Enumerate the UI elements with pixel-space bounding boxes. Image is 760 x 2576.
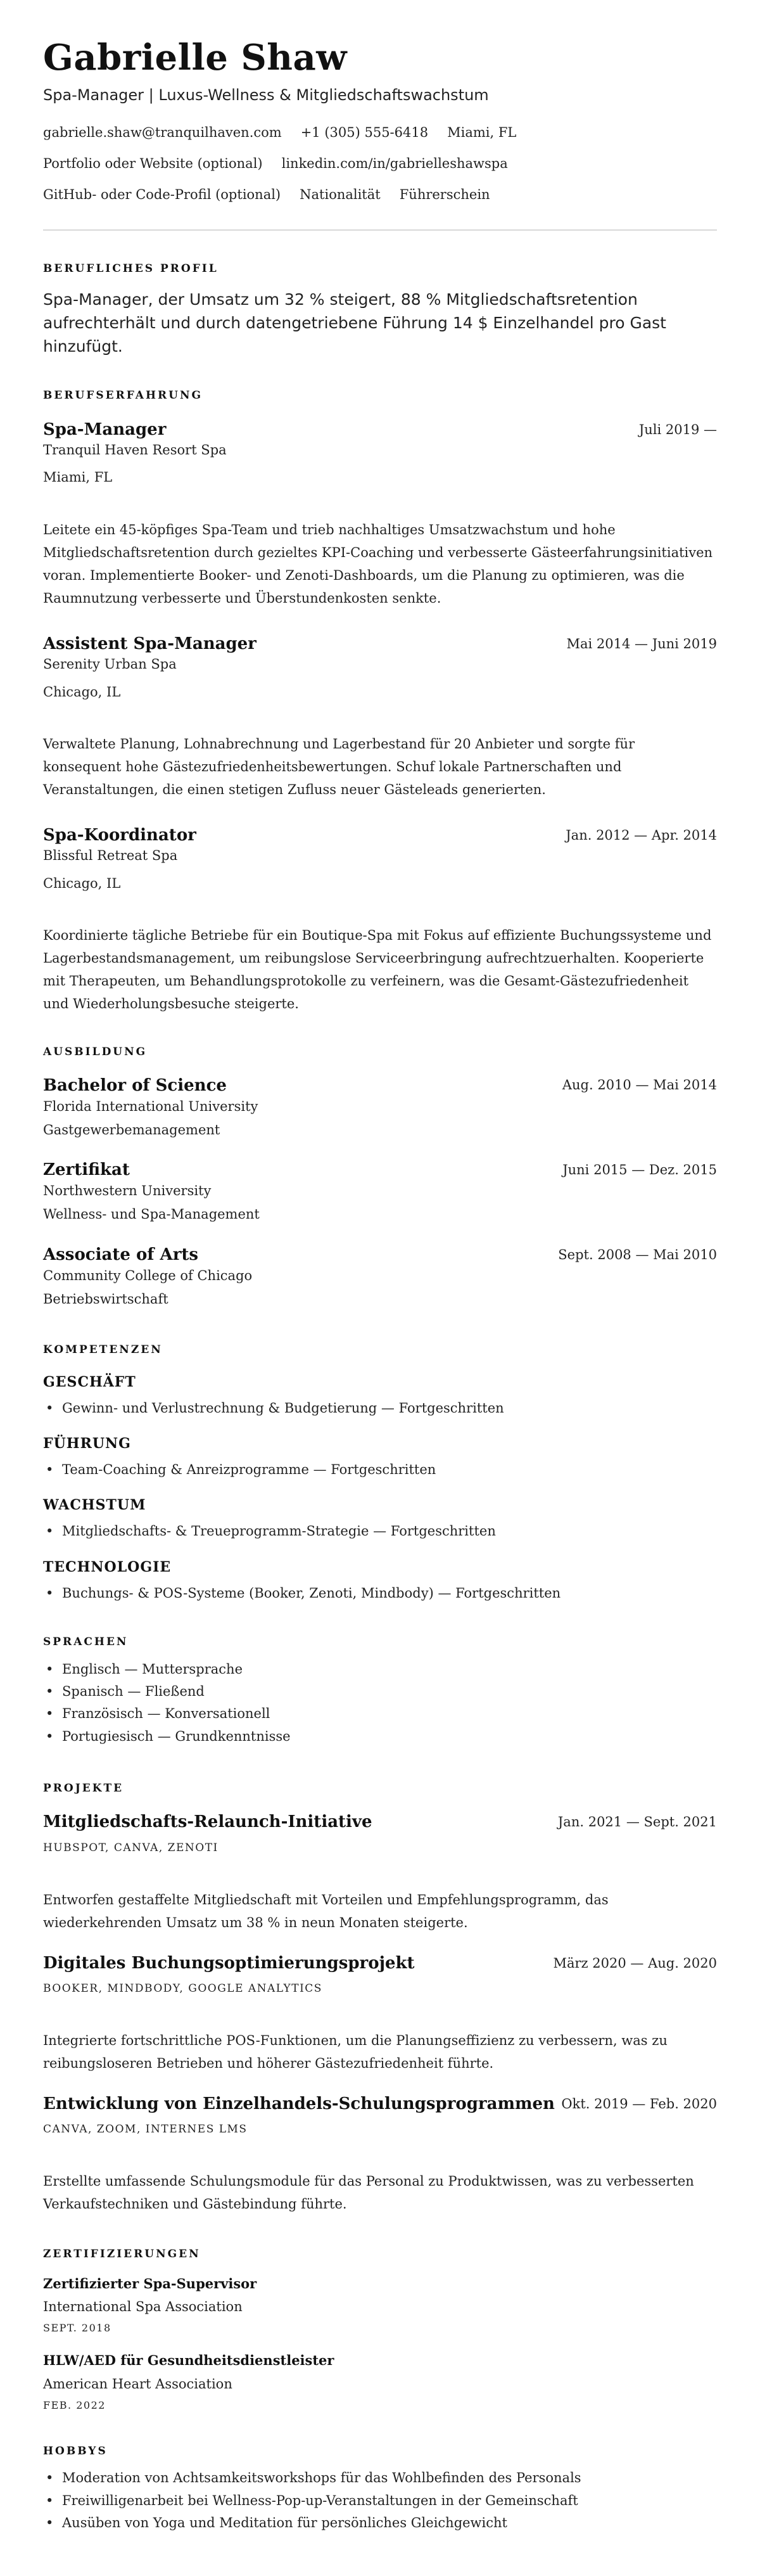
education-date: Aug. 2010 — Mai 2014 (562, 1077, 717, 1093)
contact-license: Führerschein (399, 187, 490, 202)
contact-row-1 (43, 125, 516, 140)
section-title-skills: KOMPETENZEN (43, 1343, 163, 1356)
certification-date: SEPT. 2018 (43, 2322, 111, 2334)
certification-name: HLW/AED für Gesundheitsdienstleister (43, 2352, 334, 2368)
experience-date: Jan. 2012 — Apr. 2014 (566, 828, 717, 843)
experience-role: Spa-Koordinator (43, 826, 196, 845)
experience-company: Serenity Urban Spa (43, 657, 177, 672)
contact-portfolio[interactable]: Portfolio oder Website (optional) (43, 156, 263, 171)
hobby-item: • Ausüben von Yoga und Meditation für persönliches Gleichgewicht (43, 2515, 507, 2530)
education-degree: Bachelor of Science (43, 1076, 227, 1095)
skill-item: • Gewinn- und Verlustrechnung & Budgetierung — Fortgeschritten (43, 1400, 504, 1416)
experience-role: Assistent Spa-Manager (43, 634, 256, 653)
skill-item: • Team-Coaching & Anreizprogramme — Fortgeschritten (43, 1462, 436, 1477)
section-title-education: AUSBILDUNG (43, 1046, 148, 1058)
education-date: Juni 2015 — Dez. 2015 (562, 1162, 717, 1177)
experience-location: Chicago, IL (43, 876, 121, 891)
education-school: Florida International University (43, 1099, 258, 1114)
education-field: Gastgewerbemanagement (43, 1122, 220, 1137)
education-school: Northwestern University (43, 1183, 212, 1198)
skill-group-title: TECHNOLOGIE (43, 1559, 172, 1575)
experience-description: Leitete ein 45-köpfiges Spa-Team und trieb nachhaltiges Umsatzwachstum und hohe Mitgliedschaftsretention durch gezieltes KPI-Coaching und verbesserte Gästeerfahrungsinitiativen voran. Implementierte Booker- und Zenoti-Dashboards, um die Planung zu optimieren, was die Raumnutzung verbesserte und Überstundenkosten senkte. (43, 522, 713, 606)
project-date: Okt. 2019 — Feb. 2020 (561, 2096, 717, 2111)
project-tools: HUBSPOT, CANVA, ZENOTI (43, 1842, 218, 1854)
skill-item: • Buchungs- & POS-Systeme (Booker, Zenoti, Mindbody) — Fortgeschritten (43, 1586, 560, 1601)
project-tools: CANVA, ZOOM, INTERNES LMS (43, 2123, 248, 2136)
contact-github[interactable]: GitHub- oder Code-Profil (optional) (43, 187, 281, 202)
experience-role: Spa-Manager (43, 420, 167, 439)
contact-phone[interactable]: +1 (305) 555-6418 (300, 125, 429, 140)
education-field: Betriebswirtschaft (43, 1291, 168, 1307)
profile-text: Spa-Manager, der Umsatz um 32 % steigert, 88 % Mitgliedschaftsretention aufrechterhält und durch datengetriebene Führung 14 $ Einzelhandel pro Gast hinzufügt. (43, 290, 666, 356)
project-date: Jan. 2021 — Sept. 2021 (557, 1814, 717, 1829)
section-title-certifications: ZERTIFIZIERUNGEN (43, 2248, 201, 2260)
experience-date: Mai 2014 — Juni 2019 (566, 636, 717, 651)
section-title-projects: PROJEKTE (43, 1782, 124, 1795)
education-school: Community College of Chicago (43, 1268, 253, 1283)
certification-issuer: International Spa Association (43, 2299, 243, 2314)
skill-group-title: GESCHÄFT (43, 1374, 136, 1390)
experience-company: Tranquil Haven Resort Spa (43, 442, 227, 458)
language-item: • Portugiesisch — Grundkenntnisse (43, 1729, 291, 1744)
contact-email[interactable]: gabrielle.shaw@tranquilhaven.com (43, 125, 282, 140)
skill-item: • Mitgliedschafts- & Treueprogramm-Strategie — Fortgeschritten (43, 1523, 496, 1539)
contact-location: Miami, FL (447, 125, 517, 140)
project-description: Erstellte umfassende Schulungsmodule für das Personal zu Produktwissen, was zu verbesserten Verkaufstechniken und Gästebindung führte. (43, 2174, 694, 2212)
header-divider (43, 229, 717, 231)
language-item: • Französisch — Konversationell (43, 1706, 270, 1721)
contact-row-3 (43, 187, 490, 202)
experience-date: Juli 2019 — (638, 422, 717, 437)
experience-location: Chicago, IL (43, 684, 121, 700)
hobby-item: • Moderation von Achtsamkeitsworkshops für das Wohlbefinden des Personals (43, 2470, 581, 2485)
language-item: • Englisch — Muttersprache (43, 1662, 243, 1677)
education-field: Wellness- und Spa-Management (43, 1207, 260, 1222)
section-title-hobbies: HOBBYS (43, 2445, 108, 2457)
experience-description: Verwaltete Planung, Lohnabrechnung und Lagerbestand für 20 Anbieter und sorgte für konsequent hohe Gästezufriedenheitsbewertungen. Schuf lokale Partnerschaften und Veranstaltungen, die einen stetigen Zufluss neuer Gästeleads generierten. (43, 736, 635, 797)
project-tools: BOOKER, MINDBODY, GOOGLE ANALYTICS (43, 1982, 322, 1995)
project-description: Integrierte fortschrittliche POS-Funktionen, um die Planungseffizienz zu verbessern, was zu reibungsloseren Betrieben und höherer Gästezufriedenheit führte. (43, 2033, 668, 2071)
project-name: Digitales Buchungsoptimierungsprojekt (43, 1954, 415, 1973)
experience-company: Blissful Retreat Spa (43, 848, 178, 863)
skill-group-title: FÜHRUNG (43, 1435, 131, 1452)
hobby-item: • Freiwilligenarbeit bei Wellness-Pop-up-Veranstaltungen in der Gemeinschaft (43, 2493, 578, 2508)
contact-linkedin[interactable]: linkedin.com/in/gabrielleshawspa (281, 156, 508, 171)
contact-row-2 (43, 156, 508, 171)
candidate-name: Gabrielle Shaw (43, 37, 347, 79)
section-title-experience: BERUFSERFAHRUNG (43, 389, 203, 402)
section-title-languages: SPRACHEN (43, 1636, 129, 1648)
language-item: • Spanisch — Fließend (43, 1684, 205, 1699)
certification-name: Zertifizierter Spa-Supervisor (43, 2276, 257, 2291)
education-degree: Zertifikat (43, 1160, 130, 1179)
experience-location: Miami, FL (43, 470, 113, 485)
project-name: Mitgliedschafts-Relaunch-Initiative (43, 1812, 372, 1831)
section-title-profile: BERUFLICHES PROFIL (43, 262, 218, 275)
contact-nationality: Nationalität (300, 187, 381, 202)
certification-issuer: American Heart Association (43, 2376, 232, 2392)
experience-description: Koordinierte tägliche Betriebe für ein Boutique-Spa mit Fokus auf effiziente Buchungssysteme und Lagerbestandsmanagement, um reibungslose Serviceerbringung aufrechtzuerhalten. Kooperierte mit Therapeuten, um Behandlungsprotokolle zu verfeinern, was die Gesamt-Gästezufriedenheit und Wiederholungsbesuche steigerte. (43, 928, 712, 1011)
project-name: Entwicklung von Einzelhandels-Schulungsprogrammen (43, 2094, 555, 2113)
project-description: Entworfen gestaffelte Mitgliedschaft mit Vorteilen und Empfehlungsprogramm, das wiederkehrenden Umsatz um 38 % in neun Monaten steigerte. (43, 1892, 609, 1930)
certification-date: FEB. 2022 (43, 2399, 106, 2411)
candidate-subtitle: Spa-Manager | Luxus-Wellness & Mitgliedschaftswachstum (43, 86, 489, 104)
education-degree: Associate of Arts (43, 1245, 199, 1264)
education-date: Sept. 2008 — Mai 2010 (558, 1247, 717, 1262)
skill-group-title: WACHSTUM (43, 1497, 146, 1513)
project-date: März 2020 — Aug. 2020 (553, 1956, 717, 1971)
